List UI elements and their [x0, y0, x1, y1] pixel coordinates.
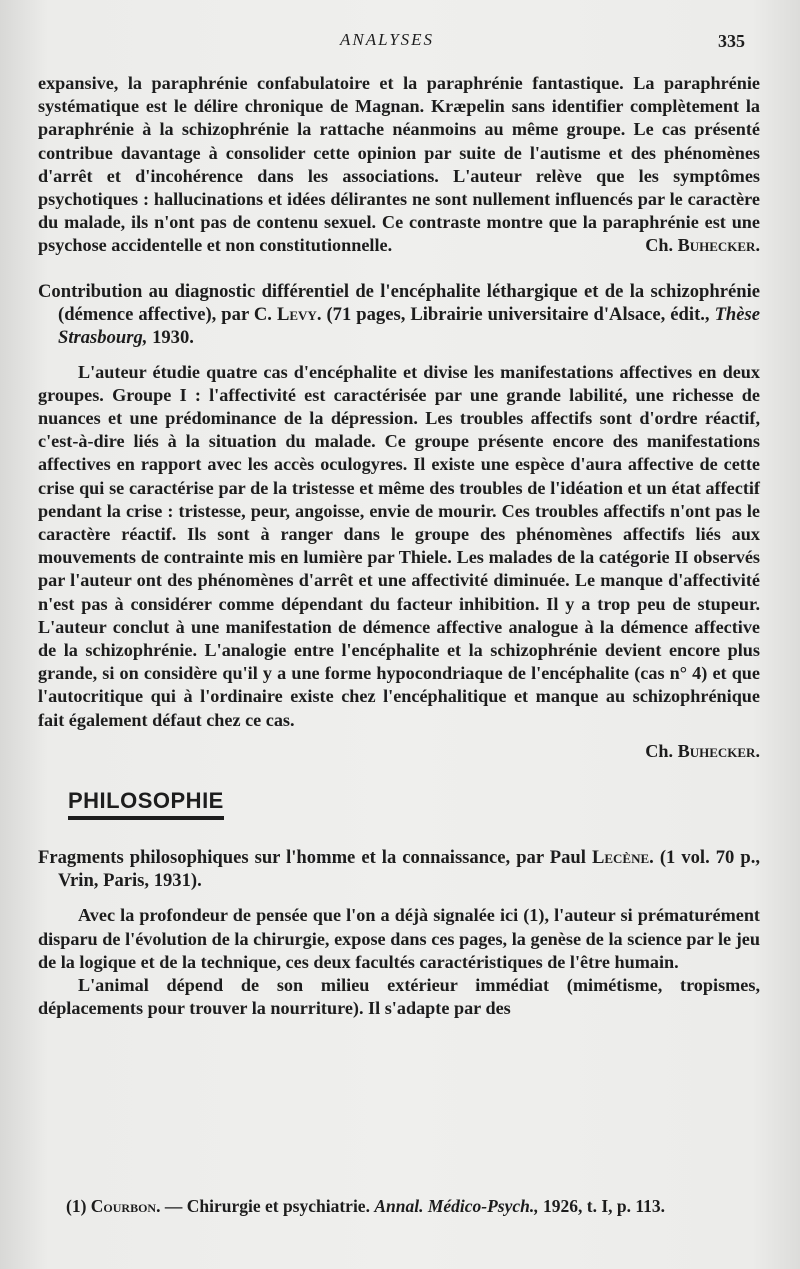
review-publication-year: 1930.	[152, 326, 194, 348]
review-body: L'auteur étudie quatre cas d'encéphalite et divise les manifestations affectives en deux groupes. Groupe I : l'affectivité est caractérisée par une grande labilité, une richesse de nuances et une prédominance de la dépression. Les troubles affectifs sont d'ordre réactif, c'est-à-dire liés à la situation du malade. Ce groupe présente encore des manifestations affectives en rapport avec les accès oculogyres. Il existe une espèce d'aura affective de cette crise qui se caractérise par de la tristesse et même des troubles de l'idéation et un état affectif pendant la crise : tristesse, peur, angoisse, envie de mourir. Ces troubles affectifs n'ont pas le caractère réactif. Ils sont à ranger dans le groupe des phénomènes affectifs liés aux mouvements de contrainte mis en lumière par Thiele. Les malades de la catégorie II observés par l'auteur ont des phénomènes d'arrêt et une affectivité diminuée. Le manque d'affectivité n'est pas à considérer comme dépendant du facteur inhibition. Il y a trop peu de stupeur. L'auteur conclut à une manifestation de démence affective analogue à la démence affective de la schizophrénie. L'analogie entre l'encéphalite et la schizophrénie devient encore plus grande, si on considère qu'il y a une forme hypocondriaque de l'encéphalite (cas n° 4) et que l'autocritique qui à l'ordinaire existe chez l'encéphalitique et manque au schizophrénique fait également défaut chez ce cas.	[38, 361, 760, 730]
signature-name: Buhecker.	[677, 235, 760, 256]
footnote-journal: Annal. Médico-Psych.,	[374, 1196, 539, 1216]
review-title	[38, 846, 760, 892]
review-paragraph: L'animal dépend de son milieu extérieur immédiat (mimétisme, tropismes, déplacements pour trouver la nourriture). Il s'adapte par des	[38, 974, 760, 1019]
review-publication-italic: Thèse Strasbourg,	[58, 303, 761, 348]
footnote-ref: 1926, t. I, p. 113.	[543, 1196, 666, 1216]
review-signature	[38, 740, 760, 763]
running-head: ANALYSES	[340, 30, 435, 49]
signature-name: Buhecker.	[677, 740, 760, 761]
review-author: Lecène.	[591, 847, 654, 869]
footnote-text: — Chirurgie et psychiatrie.	[164, 1196, 370, 1216]
page-number: 335	[718, 31, 745, 51]
review-title-text: Contribution au diagnostic différentiel de l'encéphalite léthargique et de la schizophrénie (démence affective), par C.	[38, 280, 760, 325]
review-publication: (1 vol. 70 p., Vrin, Paris, 1931).	[58, 847, 760, 892]
review-title-text: Fragments philosophiques sur l'homme et la connaissance, par Paul	[38, 847, 586, 869]
review-paragraph: Avec la profondeur de pensée que l'on a déjà signalée ici (1), l'auteur si prématurément disparu de l'évolution de la chirurgie, expose dans ces pages, la genèse de la science par le jeu de la logique et de la technique, ces deux facultés caractéristiques de l'être humain.	[38, 905, 760, 972]
section-heading-wrapper	[38, 789, 760, 820]
page-content	[38, 72, 760, 1020]
signature-prefix: Ch.	[645, 740, 674, 761]
review-title	[38, 280, 760, 349]
intro-paragraph	[38, 72, 760, 258]
review-publication: (71 pages, Librairie universitaire d'Alsace, édit.,	[326, 303, 710, 325]
footnote-marker: (1)	[66, 1196, 87, 1216]
signature-prefix: Ch.	[645, 235, 674, 256]
footnote-author: Courbon.	[90, 1196, 161, 1216]
intro-paragraph-text: expansive, la paraphrénie confabulatoire et la paraphrénie fantastique. La paraphrénie systématique est le délire chronique de Magnan. Kræpelin sans identifier complètement la paraphrénie à la schizophrénie la rattache néanmoins au même groupe. Le cas présenté contribue davantage à consolider cette opinion par suite de l'autisme et des phénomènes d'arrêt et d'incohérence dans les associations. L'auteur relève que les symptômes psychotiques : hallucinations et idées délirantes ne sont nullement influencés par le caractère du malade, ils n'ont pas de contenu sexuel. Ce contraste montre que la paraphrénie est une psychose accidentelle et non constitutionnelle.	[38, 73, 760, 256]
review-author: Levy.	[276, 303, 322, 325]
section-heading: PHILOSOPHIE	[68, 789, 224, 820]
footnote	[38, 1196, 760, 1217]
